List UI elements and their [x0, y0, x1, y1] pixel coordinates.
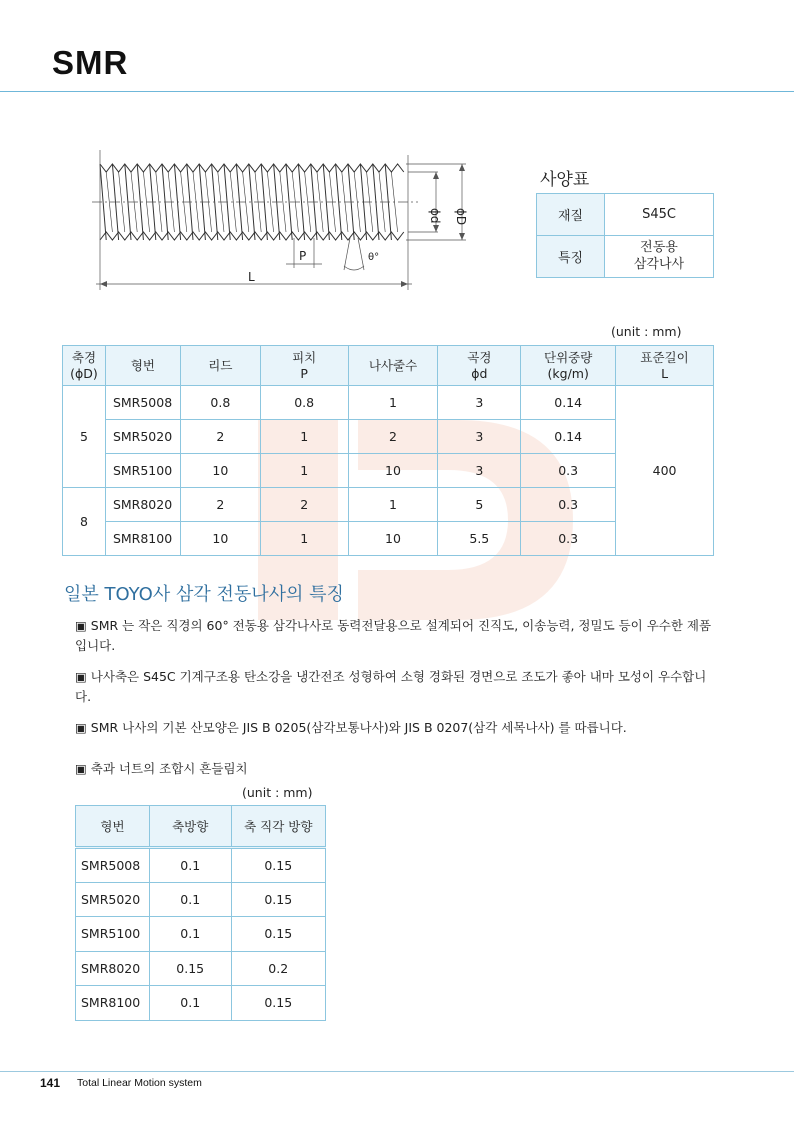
model-cell: SMR5008 [105, 386, 180, 420]
table-row [76, 882, 326, 917]
axial-cell: 0.1 [149, 882, 231, 917]
pitch-cell: 1 [260, 522, 348, 556]
main-spec-table [62, 345, 714, 556]
thread-profile [100, 164, 404, 172]
model-cell: SMR5020 [105, 420, 180, 454]
spec-row-feature [537, 236, 714, 278]
title-rule [0, 91, 794, 92]
spec-row-material [537, 194, 714, 236]
footer-text: Total Linear Motion system [77, 1077, 202, 1089]
weight-cell: 0.3 [521, 488, 616, 522]
axial-cell: 0.1 [149, 848, 231, 883]
table-row [76, 951, 326, 986]
length-label: L [248, 270, 255, 284]
header-radial: 축 직각 방향 [231, 806, 326, 848]
pitch-label: P [299, 249, 307, 263]
phi-d-label: ϕd [428, 208, 442, 224]
spec-value-line: 삼각나사 [633, 256, 685, 272]
header-std-length: 표준길이 L [616, 346, 714, 386]
pitch-cell: 1 [260, 420, 348, 454]
table-row [76, 848, 326, 883]
pitch-cell: 1 [260, 454, 348, 488]
backlash-table-unit: (unit : mm) [242, 785, 313, 800]
radial-cell: 0.15 [231, 848, 326, 883]
lead-cell: 2 [180, 420, 260, 454]
spec-label: 특징 [537, 236, 605, 278]
axial-cell: 0.1 [149, 986, 231, 1021]
pitch-cell: 0.8 [260, 386, 348, 420]
spec-sheet-title: 사양표 [540, 170, 590, 190]
feature-item: ▣ SMR 는 작은 직경의 60° 전동용 삼각나사로 동력전달용으로 설계되어 진직도, 이송능력, 정밀도 등이 우수한 제품입니다. [75, 618, 712, 653]
root-dia-cell: 5.5 [438, 522, 521, 556]
root-dia-cell: 3 [438, 420, 521, 454]
model-cell: SMR8020 [76, 951, 150, 986]
backlash-table [75, 805, 326, 1021]
model-cell: SMR5008 [76, 848, 150, 883]
lead-cell: 0.8 [180, 386, 260, 420]
lead-cell: 2 [180, 488, 260, 522]
model-cell: SMR8020 [105, 488, 180, 522]
header-starts: 나사줄수 [348, 346, 438, 386]
root-dia-cell: 5 [438, 488, 521, 522]
spec-sheet-table [536, 193, 714, 278]
spec-label: 재질 [537, 194, 605, 236]
table-header-row [63, 346, 714, 386]
main-table-unit: (unit : mm) [611, 324, 682, 339]
header-weight: 단위중량 (kg/m) [521, 346, 616, 386]
model-cell: SMR8100 [105, 522, 180, 556]
axial-cell: 0.15 [149, 951, 231, 986]
footer-rule [0, 1071, 794, 1072]
radial-cell: 0.2 [231, 951, 326, 986]
model-cell: SMR5020 [76, 882, 150, 917]
spec-value [605, 236, 714, 278]
model-cell: SMR5100 [76, 917, 150, 952]
page-title: SMR [52, 44, 129, 81]
model-cell: SMR5100 [105, 454, 180, 488]
header-lead: 리드 [180, 346, 260, 386]
radial-cell: 0.15 [231, 882, 326, 917]
starts-cell: 10 [348, 522, 438, 556]
pitch-cell: 2 [260, 488, 348, 522]
thread-diagram [88, 150, 478, 295]
lead-cell: 10 [180, 522, 260, 556]
thread-helix-line [156, 172, 162, 232]
table-row [76, 917, 326, 952]
root-dia-cell: 3 [438, 386, 521, 420]
spec-value-line: 전동용 [640, 239, 678, 255]
starts-cell: 2 [348, 420, 438, 454]
shaft-dia-cell: 5 [63, 386, 106, 488]
phi-D-label: ϕD [454, 208, 468, 226]
header-model: 형번 [105, 346, 180, 386]
weight-cell: 0.3 [521, 454, 616, 488]
radial-cell: 0.15 [231, 917, 326, 952]
shaft-dia-cell: 8 [63, 488, 106, 556]
header-axial: 축방향 [149, 806, 231, 848]
feature-item: ▣ 나사축은 S45C 기계구조용 탄소강을 냉간전조 성형하여 소형 경화된 경면으로 조도가 좋아 내마 모성이 우수합니다. [75, 669, 707, 704]
model-cell: SMR8100 [76, 986, 150, 1021]
std-length-cell: 400 [616, 386, 714, 556]
bullet-icon: ▣ [75, 669, 87, 684]
axial-cell: 0.1 [149, 917, 231, 952]
starts-cell: 10 [348, 454, 438, 488]
feature-item: ▣ 축과 너트의 조합시 흔들림치 [75, 761, 248, 776]
root-dia-cell: 3 [438, 454, 521, 488]
features-heading: 일본 TOYO사 삼각 전동나사의 특징 [64, 584, 344, 605]
header-pitch: 피치 P [260, 346, 348, 386]
starts-cell: 1 [348, 386, 438, 420]
page-number: 141 [40, 1076, 61, 1090]
bullet-icon: ▣ [75, 761, 87, 776]
angle-label: θ° [368, 252, 380, 263]
bullet-icon: ▣ [75, 618, 87, 633]
header-model: 형번 [76, 806, 150, 848]
table-row [63, 386, 714, 420]
weight-cell: 0.14 [521, 420, 616, 454]
weight-cell: 0.3 [521, 522, 616, 556]
radial-cell: 0.15 [231, 986, 326, 1021]
lead-cell: 10 [180, 454, 260, 488]
feature-item: ▣ SMR 나사의 기본 산모양은 JIS B 0205(삼각보통나사)와 JIS B 0207(삼각 세목나사) 를 따릅니다. [75, 720, 627, 735]
thread-drawing [88, 150, 478, 295]
header-root-dia: 곡경 ϕd [438, 346, 521, 386]
header-shaft-dia: 축경 (ϕD) [63, 346, 106, 386]
table-row [76, 986, 326, 1021]
starts-cell: 1 [348, 488, 438, 522]
spec-value: S45C [605, 194, 714, 236]
table-header-row [76, 806, 326, 848]
weight-cell: 0.14 [521, 386, 616, 420]
bullet-icon: ▣ [75, 720, 87, 735]
